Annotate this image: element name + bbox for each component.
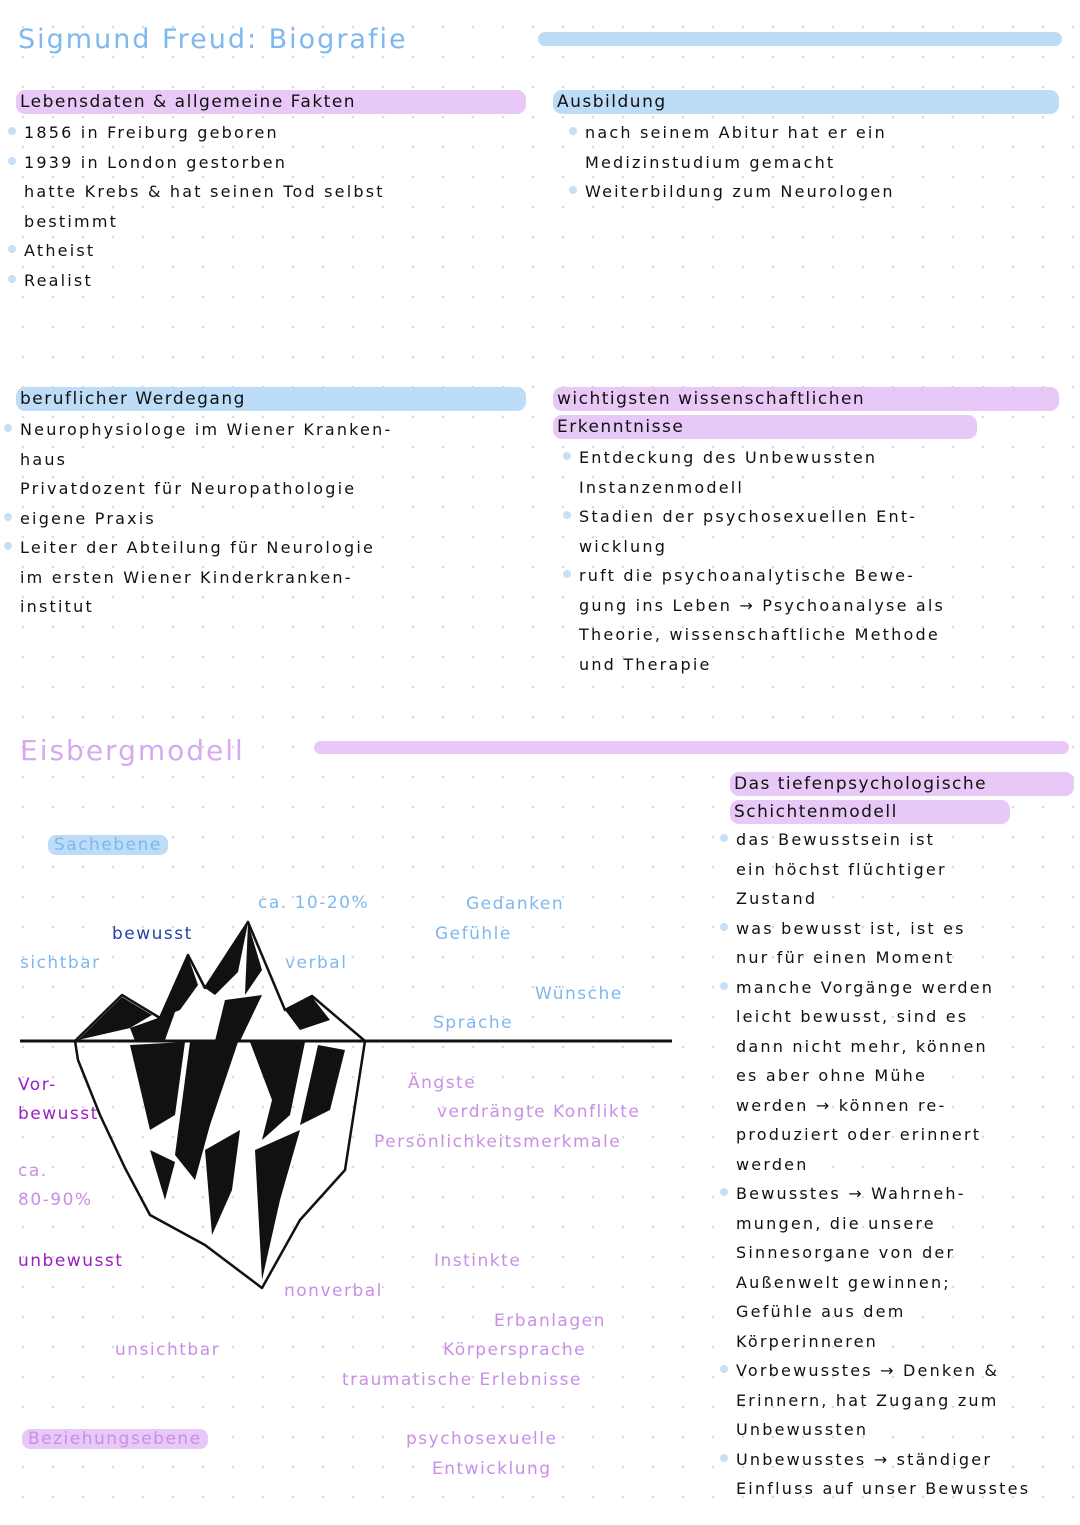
label-verdraengte-konflikte: verdrängte Konflikte	[437, 1102, 641, 1122]
list-line: das Bewusstsein ist	[732, 825, 1075, 855]
erkenntnisse-heading-1: wichtigsten wissenschaftlichen	[553, 387, 1059, 411]
schichtenmodell-list	[730, 825, 1075, 1504]
label-erbanlagen: Erbanlagen	[494, 1311, 606, 1331]
label-persoenlichkeitsmerkmale: Persönlichkeitsmerkmale	[374, 1132, 622, 1152]
label-koerpersprache: Körpersprache	[443, 1340, 587, 1360]
label-nonverbal: nonverbal	[284, 1281, 383, 1301]
list-line: wicklung	[579, 536, 668, 556]
label-ca: ca.	[18, 1161, 48, 1181]
label-psychosexuelle: psychosexuelle	[406, 1429, 558, 1449]
ausbildung-list	[553, 118, 1063, 207]
label-beziehungsebene: Beziehungsebene	[22, 1429, 208, 1449]
list-line: Körperinneren	[736, 1331, 879, 1351]
list-line: werden	[736, 1154, 809, 1174]
label-entwicklung: Entwicklung	[432, 1459, 552, 1479]
list-line: Entdeckung des Unbewussten	[575, 443, 1068, 473]
list-line: Privatdozent für Neuropathologie	[20, 479, 357, 498]
list-line: Medizinstudium gemacht	[585, 152, 836, 172]
label-unbewusst: unbewusst	[18, 1251, 124, 1271]
label-sachebene: Sachebene	[48, 835, 168, 855]
list-line: was bewusst ist, ist es	[732, 914, 1075, 944]
title-underline-bar	[538, 32, 1062, 46]
label-vorbewusst-1: Vor-	[18, 1075, 57, 1095]
list-line: mungen, die unsere	[736, 1213, 936, 1233]
iceberg-facet	[250, 1042, 305, 1140]
schichtenmodell-heading-1: Das tiefenpsychologische	[730, 772, 1074, 796]
page-title: Sigmund Freud: Biografie	[18, 24, 408, 55]
list-line: Zustand	[736, 889, 818, 908]
label-percent-top: ca. 10-20%	[258, 893, 370, 913]
iceberg-facet	[150, 1150, 175, 1200]
label-vorbewusst-2: bewusst	[18, 1104, 99, 1124]
beruf-list	[16, 415, 528, 622]
list-line: Neurophysiologe im Wiener Kranken-	[16, 415, 528, 445]
list-line: Stadien der psychosexuellen Ent-	[575, 502, 1068, 532]
iceberg-facet	[205, 1130, 240, 1235]
label-sprache: Sprache	[433, 1013, 514, 1033]
list-line: Bewusstes → Wahrneh-	[732, 1179, 1075, 1209]
list-line: nur für einen Moment	[736, 948, 955, 967]
list-line: bestimmt	[24, 211, 119, 231]
list-line: eigene Praxis	[16, 504, 528, 534]
list-line: werden → können re-	[736, 1095, 947, 1115]
list-line: es aber ohne Mühe	[736, 1066, 928, 1085]
erkenntnisse-heading-2: Erkenntnisse	[553, 415, 977, 439]
list-line: Sinnesorgane von der	[736, 1243, 956, 1262]
list-line: manche Vorgänge werden	[732, 973, 1075, 1003]
eisberg-title: Eisbergmodell	[20, 734, 245, 767]
iceberg-facet	[255, 1130, 300, 1280]
list-line: Einfluss auf unser Bewusstes	[736, 1479, 1031, 1498]
iceberg-facet	[285, 997, 330, 1030]
list-line: dann nicht mehr, können	[736, 1036, 988, 1056]
section-schichtenmodell	[730, 772, 1075, 1504]
section-lebensdaten	[16, 90, 526, 295]
schichtenmodell-heading-2: Schichtenmodell	[730, 800, 1010, 824]
ausbildung-heading: Ausbildung	[553, 90, 1059, 114]
list-line: Atheist	[20, 236, 526, 266]
label-instinkte: Instinkte	[434, 1251, 522, 1271]
list-line: ruft die psychoanalytische Bewe-	[575, 561, 1068, 591]
label-verbal: verbal	[285, 953, 348, 973]
list-line: gung ins Leben → Psychoanalyse als	[579, 595, 946, 615]
list-line: und Therapie	[579, 654, 712, 674]
iceberg-facet	[300, 1045, 345, 1125]
list-line: institut	[20, 597, 94, 616]
list-line: Leiter der Abteilung für Neurologie	[16, 533, 528, 563]
lebensdaten-list	[16, 118, 526, 295]
list-line: Theorie, wissenschaftliche Methode	[579, 625, 940, 644]
erkenntnisse-list	[553, 443, 1068, 679]
list-line: ein höchst flüchtiger	[736, 859, 947, 879]
label-aengste: Ängste	[408, 1073, 477, 1093]
list-line: Realist	[20, 266, 526, 296]
label-gefuehle: Gefühle	[435, 924, 512, 944]
list-line: Vorbewusstes → Denken &	[732, 1356, 1075, 1386]
list-line: hatte Krebs & hat seinen Tod selbst	[24, 182, 385, 201]
section-ausbildung	[553, 90, 1063, 207]
eisberg-title-bar	[314, 741, 1069, 754]
lebensdaten-heading: Lebensdaten & allgemeine Fakten	[16, 90, 526, 114]
beruf-heading: beruflicher Werdegang	[16, 387, 526, 411]
list-line: Weiterbildung zum Neurologen	[581, 177, 1063, 207]
label-percent-bottom: 80-90%	[18, 1190, 93, 1210]
list-line: 1939 in London gestorben	[20, 148, 526, 178]
list-line: Unbewussten	[736, 1420, 869, 1439]
label-wuensche: Wünsche	[535, 984, 623, 1004]
list-line: im ersten Wiener Kinderkranken-	[20, 567, 353, 587]
iceberg-facet	[205, 923, 248, 995]
list-line: Gefühle aus dem	[736, 1302, 906, 1321]
label-bewusst: bewusst	[112, 924, 193, 944]
list-line: leicht bewusst, sind es	[736, 1007, 969, 1026]
iceberg-facet	[130, 1042, 185, 1130]
label-sichtbar: sichtbar	[20, 953, 101, 973]
label-traumatische-erlebnisse: traumatische Erlebnisse	[342, 1370, 582, 1390]
list-line: Erinnern, hat Zugang zum	[736, 1390, 999, 1410]
list-line: Unbewusstes → ständiger	[732, 1445, 1075, 1475]
section-beruf	[16, 387, 528, 622]
list-line: Instanzenmodell	[579, 477, 745, 497]
list-line: 1856 in Freiburg geboren	[20, 118, 526, 148]
list-line: produziert oder erinnert	[736, 1125, 982, 1144]
label-unsichtbar: unsichtbar	[115, 1340, 221, 1360]
section-erkenntnisse	[553, 387, 1068, 679]
label-gedanken: Gedanken	[466, 894, 565, 914]
list-line: Außenwelt gewinnen;	[736, 1272, 951, 1292]
iceberg-facet	[215, 995, 262, 1041]
list-line: haus	[20, 449, 68, 469]
list-line: nach seinem Abitur hat er ein	[581, 118, 1063, 148]
